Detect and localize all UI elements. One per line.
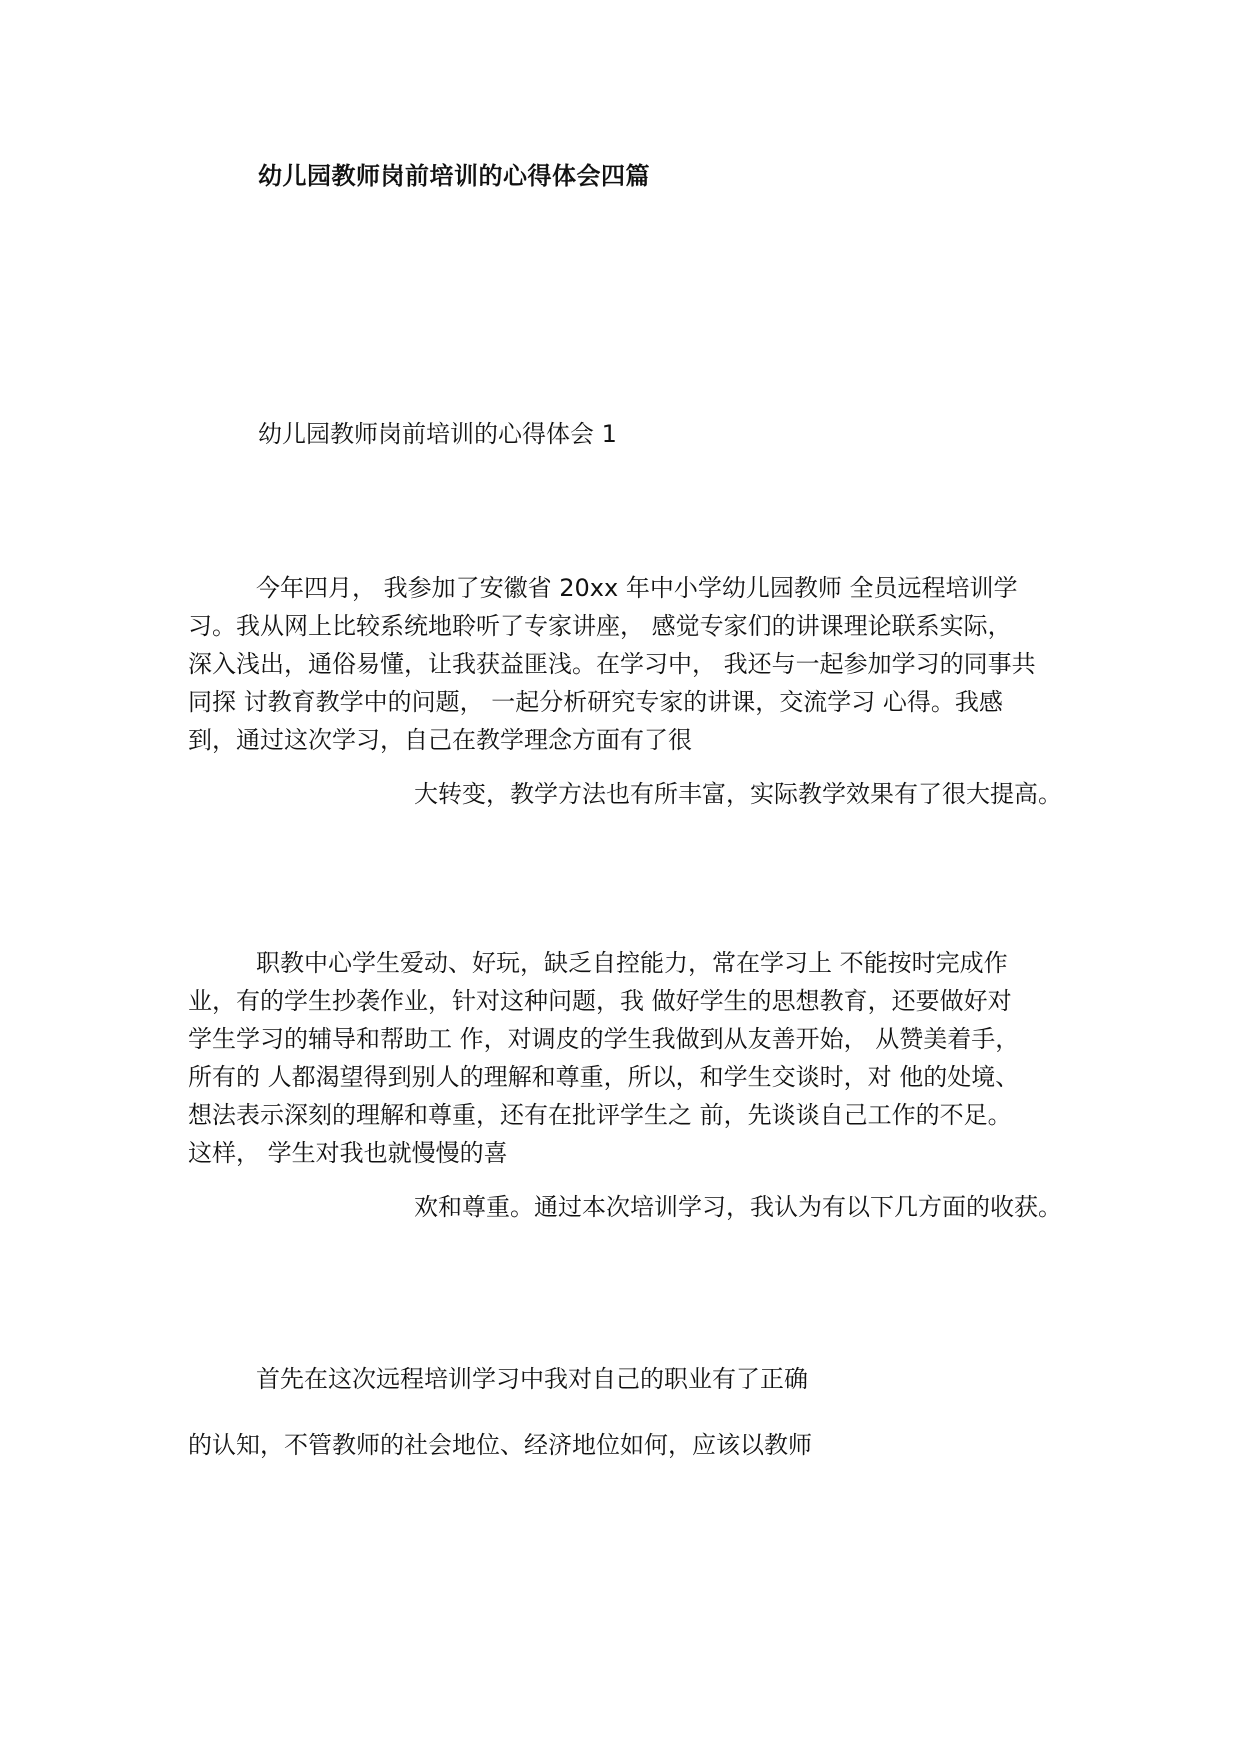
paragraph-line: 到，通过这次学习，自己在教学理念方面有了很	[188, 726, 692, 754]
paragraph-tail-line: 欢和尊重。通过本次培训学习，我认为有以下几方面的收获。	[414, 1193, 1062, 1221]
paragraph-tail-line: 大转变，教学方法也有所丰富，实际教学效果有了很大提高。	[414, 780, 1062, 808]
paragraph-line: 这样， 学生对我也就慢慢的喜	[188, 1139, 508, 1167]
paragraph-line: 今年四月， 我参加了安徽省 20xx 年中小学幼儿园教师 全员远程培训学	[256, 574, 1018, 602]
paragraph-line: 深入浅出，通俗易懂，让我获益匪浅。在学习中， 我还与一起参加学习的同事共	[188, 650, 1036, 678]
section-title: 幼儿园教师岗前培训的心得体会 1	[258, 420, 617, 448]
paragraph-line: 习。我从网上比较系统地聆听了专家讲座， 感觉专家们的讲课理论联系实际，	[188, 612, 1012, 640]
paragraph-line: 职教中心学生爱动、好玩，缺乏自控能力，常在学习上 不能按时完成作	[256, 949, 1008, 977]
paragraph-line: 同探 讨教育教学中的问题， 一起分析研究专家的讲课，交流学习 心得。我感	[188, 688, 1003, 716]
paragraph-line: 业，有的学生抄袭作业，针对这种问题，我 做好学生的思想教育，还要做好对	[188, 987, 1012, 1015]
paragraph-line: 想法表示深刻的理解和尊重，还有在批评学生之 前，先谈谈自己工作的不足。	[188, 1101, 1012, 1129]
paragraph-line: 所有的 人都渴望得到别人的理解和尊重，所以，和学生交谈时，对 他的处境、	[188, 1063, 1020, 1091]
paragraph-line: 的认知，不管教师的社会地位、经济地位如何，应该以教师	[188, 1431, 812, 1459]
paragraph-line: 首先在这次远程培训学习中我对自己的职业有了正确	[256, 1365, 808, 1393]
paragraph-line: 学生学习的辅导和帮助工 作，对调皮的学生我做到从友善开始， 从赞美着手，	[188, 1025, 1020, 1053]
document-title: 幼儿园教师岗前培训的心得体会四篇	[258, 162, 650, 190]
